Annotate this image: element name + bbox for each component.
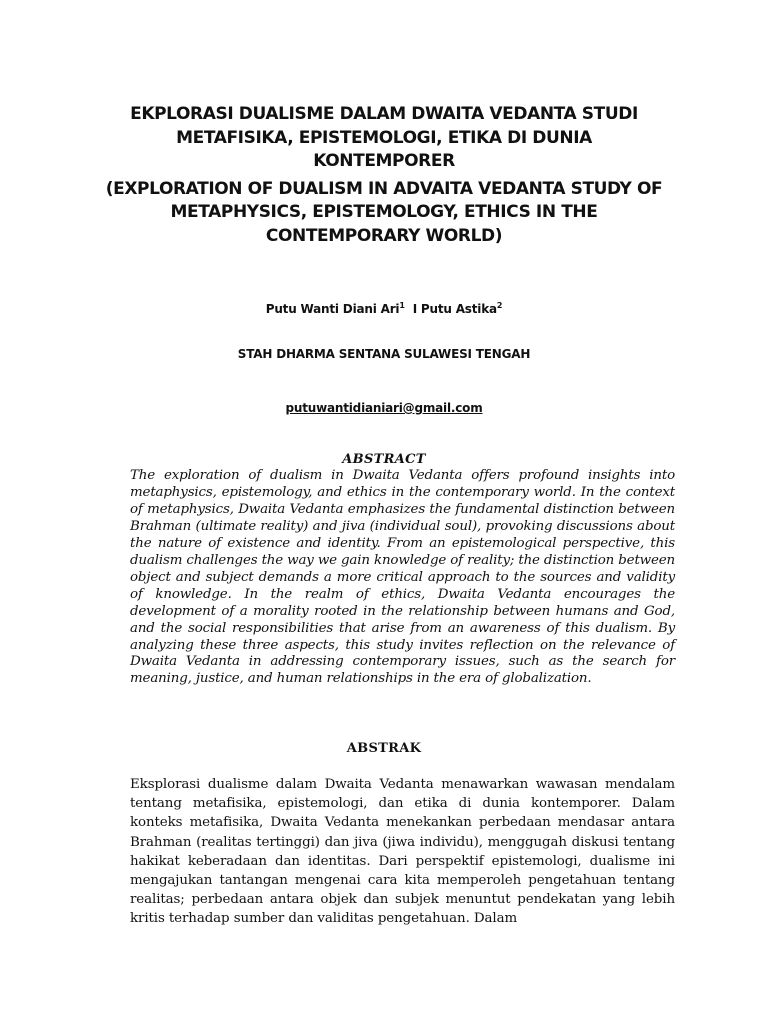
title-line: (EXPLORATION OF DUALISM IN ADVAITA VEDANTA STUDY OF xyxy=(105,178,663,199)
paper-title xyxy=(100,103,668,248)
abstrak-body: Eksplorasi dualisme dalam Dwaita Vedanta menawarkan wawasan mendalam tentang metafisika, epistemologi, dan etika di dunia kontemporer. Dalam konteks metafisika, Dwaita Vedanta menekankan perbedaan mendasar antara Brahman (realitas tertinggi) dan jiva (jiwa individu), menggugah diskusi tentang hakikat keberadaan dan identitas. Dari perspektif epistemologi, dualisme ini mengajukan tantangan mengenai cara kita memperoleh pengetahuan tentang realitas; perbedaan antara objek dan subjek menuntut pendekatan yang lebih kritis terhadap sumber dan validitas pengetahuan. Dalam xyxy=(130,777,675,927)
email-container xyxy=(0,401,768,415)
abstrak-heading: ABSTRAK xyxy=(346,741,422,756)
email-link[interactable]: putuwantidianiari@gmail.com xyxy=(285,401,483,415)
title-english xyxy=(100,178,668,249)
title-indonesian xyxy=(100,103,668,174)
author-affiliation-marker: 1 xyxy=(399,301,405,310)
affiliation: STAH DHARMA SENTANA SULAWESI TENGAH xyxy=(237,347,531,361)
title-line: EKPLORASI DUALISME DALAM DWAITA VEDANTA STUDI xyxy=(130,104,638,124)
title-line: METAPHYSICS, EPISTEMOLOGY, ETHICS IN THE xyxy=(170,202,598,222)
author-affiliation-marker: 2 xyxy=(496,301,503,310)
author-name: Putu Wanti Diani Ari xyxy=(265,302,400,316)
abstract-heading: ABSTRACT xyxy=(342,452,426,467)
title-line: KONTEMPORER xyxy=(313,151,455,171)
title-line: CONTEMPORARY WORLD) xyxy=(265,225,503,246)
author-name: I Putu Astika xyxy=(412,302,497,316)
author-list xyxy=(0,301,768,316)
abstract-body: The exploration of dualism in Dwaita Vedanta offers profound insights into metaphysics, epistemology, and ethics in the contemporary world. In the context of metaphysics, Dwaita Vedanta emphasizes the fundamental distinction between Brahman (ultimate reality) and jiva (individual soul), provoking discussions about the nature of existence and identity. From an epistemological perspective, this dualism challenges the way we gain knowledge of reality; the distinction between object and subject demands a more critical approach to the sources and validity of knowledge. In the realm of ethics, Dwaita Vedanta encourages the development of a morality rooted in the relationship between humans and God, and the social responsibilities that arise from an awareness of this dualism. By analyzing these three aspects, this study invites reflection on the relevance of Dwaita Vedanta in addressing contemporary issues, such as the search for meaning, justice, and human relationships in the era of globalization. xyxy=(130,468,676,687)
title-line: METAFISIKA, EPISTEMOLOGI, ETIKA DI DUNIA xyxy=(176,127,592,148)
